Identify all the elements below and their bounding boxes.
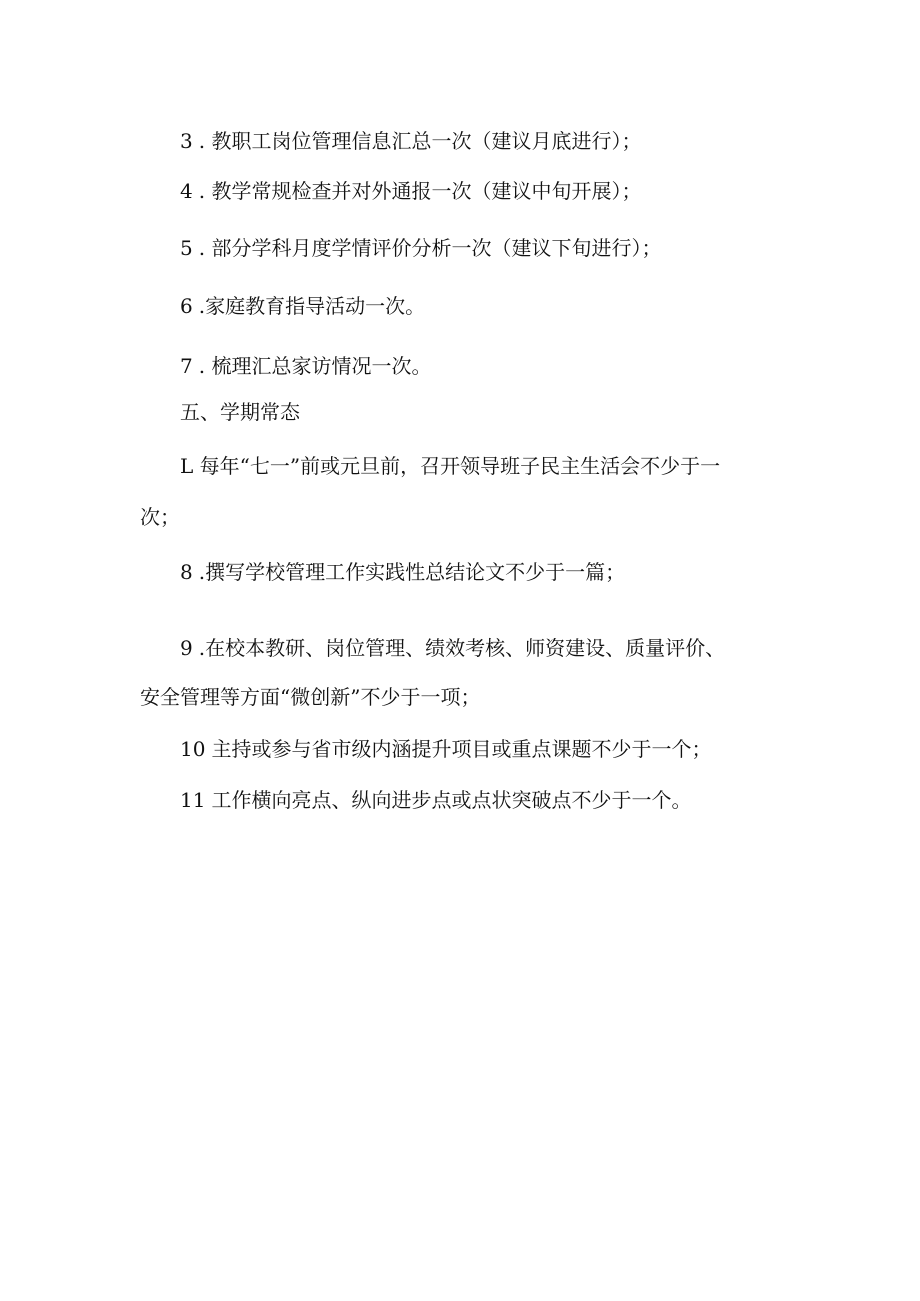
list-item-9-line-1: [0, 634, 920, 662]
item-text: 主持或参与省市级内涵提升项目或重点课题不少于一个；: [211, 737, 712, 761]
item-text: .家庭教育指导活动一次。: [198, 294, 426, 318]
list-item-L-line-2: 次；: [140, 505, 180, 529]
item-text: 工作横向亮点、纵向进步点或点状突破点不少于一个。: [211, 788, 692, 812]
item-number: 4: [180, 179, 193, 203]
list-item-5: [0, 234, 920, 262]
item-number: 6: [180, 294, 193, 318]
list-item-7: [0, 352, 920, 380]
item-text: .撰写学校管理工作实践性总结论文不少于一篇；: [198, 560, 626, 584]
list-item-8: [0, 558, 920, 586]
item-text: . 教职工岗位管理信息汇总一次（建议月底进行）；: [198, 129, 642, 153]
item-text: . 部分学科月度学情评价分析一次（建议下旬进行）；: [198, 236, 662, 260]
list-item-3: [0, 127, 920, 155]
list-item-9-line-2: 安全管理等方面“微创新”不少于一项；: [140, 685, 481, 709]
list-item-4: [0, 177, 920, 205]
item-text: . 梳理汇总家访情况一次。: [198, 354, 432, 378]
item-number: 10: [180, 737, 206, 761]
list-item-L-line-1: L 每年“七一”前或元旦前，召开领导班子民主生活会不少于一: [180, 454, 721, 478]
item-text: .在校本教研、岗位管理、绩效考核、师资建设、质量评价、: [198, 636, 726, 660]
list-item-6: [0, 292, 920, 320]
item-text: . 教学常规检查并对外通报一次（建议中旬开展）；: [198, 179, 642, 203]
list-item-10: [0, 735, 920, 763]
item-number: 9: [180, 636, 193, 660]
item-number: 8: [180, 560, 193, 584]
item-number: 5: [180, 236, 193, 260]
item-number: 11: [180, 788, 206, 812]
item-number: 7: [180, 354, 193, 378]
section-heading: 五、学期常态: [180, 400, 300, 424]
item-number: 3: [180, 129, 193, 153]
list-item-11: [0, 786, 920, 814]
